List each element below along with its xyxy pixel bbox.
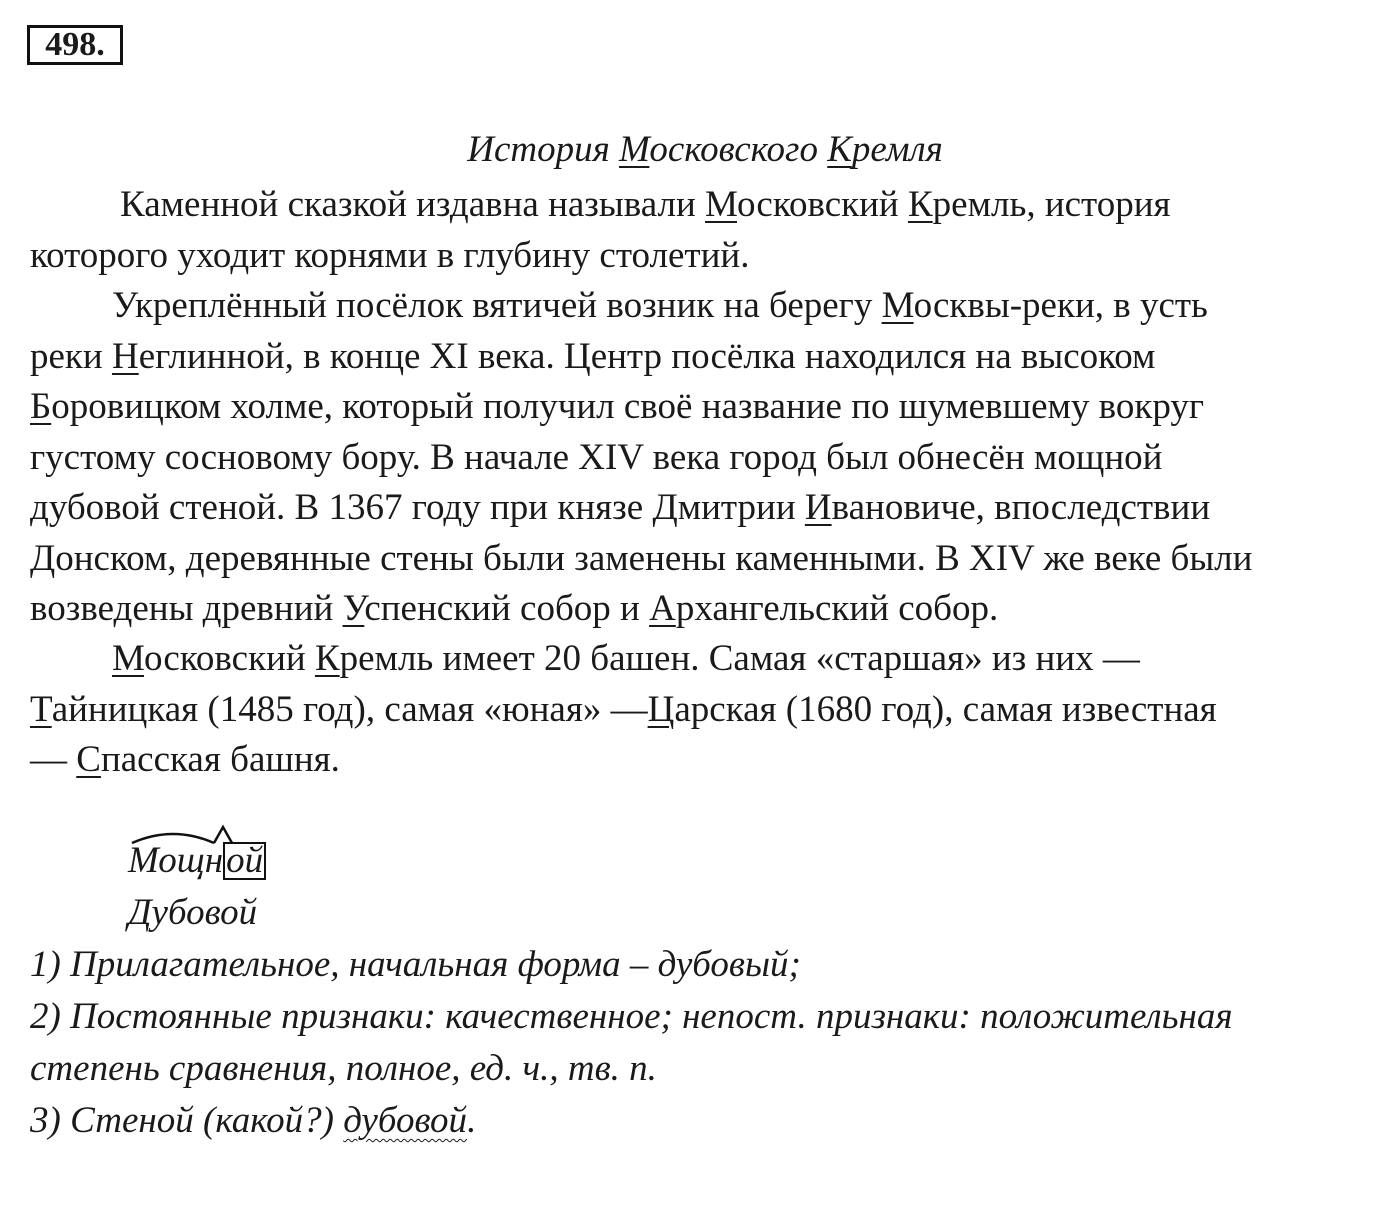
root-arc-suffix-mark xyxy=(128,821,288,851)
text-line: Донском, деревянные стены были заменены каменными. В XIV же веке были xyxy=(30,537,1253,579)
morpheme-parse-word: Мощной xyxy=(128,835,266,887)
morphological-parse xyxy=(30,835,1380,1147)
text-line: — Спасская башня. xyxy=(30,739,340,780)
paragraph-3 xyxy=(30,634,1380,786)
text-line: густому сосновому бору. В начале XIV века город был обнесён мощной xyxy=(30,436,1163,478)
text-line: Укреплённый посёлок вятичей возник на берегу Москвы-реки, в усть xyxy=(112,285,1208,326)
word-ending-box: ой xyxy=(223,842,266,880)
text-line: которого уходит корнями в глубину столетий. xyxy=(30,234,750,276)
text-line: возведены древний Успенский собор и Архангельский собор. xyxy=(30,588,999,629)
parse-item-1: 1) Прилагательное, начальная форма – дубовый; xyxy=(30,944,801,985)
text-line: Каменной сказкой издавна называли Московский Кремль, история xyxy=(120,184,1171,225)
parse-word-2: Дубовой xyxy=(128,892,258,933)
paragraph-2 xyxy=(30,281,1380,635)
text-line: Боровицком холме, который получил своё название по шумевшему вокруг xyxy=(30,386,1205,427)
text-title: История Московского Кремля xyxy=(467,129,943,170)
text-line: дубовой стеной. В 1367 году при князе Дмитрии Ивановиче, впоследствии xyxy=(30,487,1211,528)
parse-item-3: 3) Стеной (какой?) дубовой. xyxy=(30,1100,477,1141)
text-line: Московский Кремль имеет 20 башен. Самая «старшая» из них — xyxy=(112,638,1140,679)
exercise-number: 498. xyxy=(27,25,123,65)
parse-item-2: 2) Постоянные признаки: качественное; непост. признаки: положительная xyxy=(30,996,1233,1037)
text-line: Тайницкая (1485 год), самая «юная» —Царская (1680 год), самая известная xyxy=(30,688,1217,730)
parse-word-1 xyxy=(30,835,1380,887)
text-line: реки Неглинной, в конце XI века. Центр посёлка находился на высоком xyxy=(30,335,1156,377)
parse-item-2-cont: степень сравнения, полное, ед. ч., тв. п. xyxy=(30,1048,657,1089)
paragraph-1 xyxy=(30,180,1380,281)
